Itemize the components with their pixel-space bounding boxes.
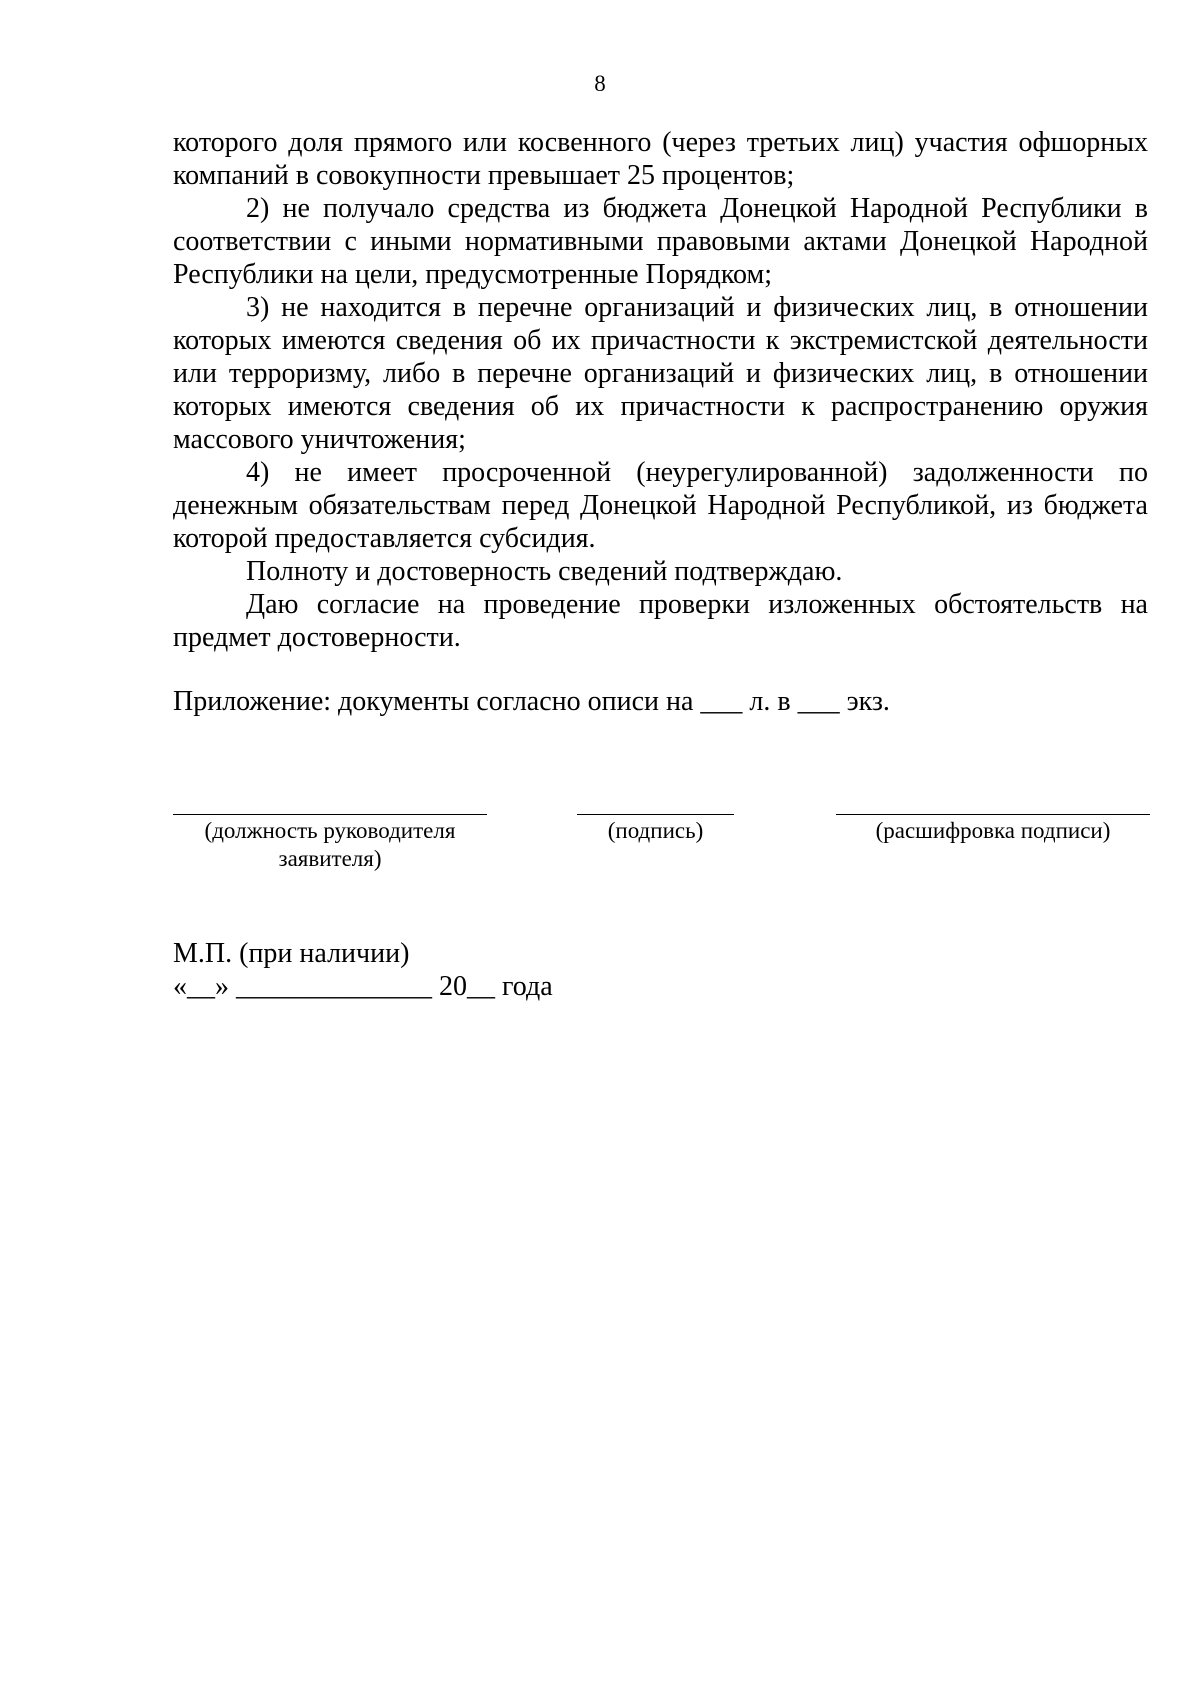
paragraph-item-4: 4) не имеет просроченной (неурегулированной) задолженности по денежным обязательствам перед Донецкой Народной Республикой, из бюджета которой предоставляется субсидия.	[173, 457, 1148, 554]
signature-line	[577, 814, 734, 815]
attachment-line: Приложение: документы согласно описи на ___ л. в ___ экз.	[173, 686, 890, 717]
paragraph-item-3: 3) не находится в перечне организаций и физических лиц, в отношении которых имеются сведения об их причастности к экстремистской деятельности или терроризму, либо в перечне организаций и физических лиц, в отношении которых имеются сведения об их причастности к распространению оружия массового уничтожения;	[173, 292, 1148, 455]
paragraph-confirmation: Полноту и достоверность сведений подтверждаю.	[246, 556, 843, 587]
paragraph-item-2: 2) не получало средства из бюджета Донецкой Народной Республики в соответствии с иными нормативными правовыми актами Донецкой Народной Республики на цели, предусмотренные Порядком;	[173, 193, 1148, 290]
position-signature-line	[173, 814, 487, 815]
decoding-signature-line	[836, 814, 1150, 815]
position-caption: (должность руководителя заявителя)	[204, 818, 456, 871]
signature-caption: (подпись)	[607, 818, 704, 843]
date-line: «__» ______________ 20__ года	[173, 971, 553, 1002]
paragraph-consent: Даю согласие на проведение проверки изложенных обстоятельств на предмет достоверности.	[173, 589, 1148, 653]
stamp-place: М.П. (при наличии)	[173, 938, 410, 969]
document-body	[173, 126, 1148, 654]
page-number: 8	[594, 71, 606, 96]
paragraph-continuation: которого доля прямого или косвенного (через третьих лиц) участия офшорных компаний в совокупности превышает 25 процентов;	[173, 127, 1148, 191]
decoding-caption: (расшифровка подписи)	[875, 818, 1111, 843]
